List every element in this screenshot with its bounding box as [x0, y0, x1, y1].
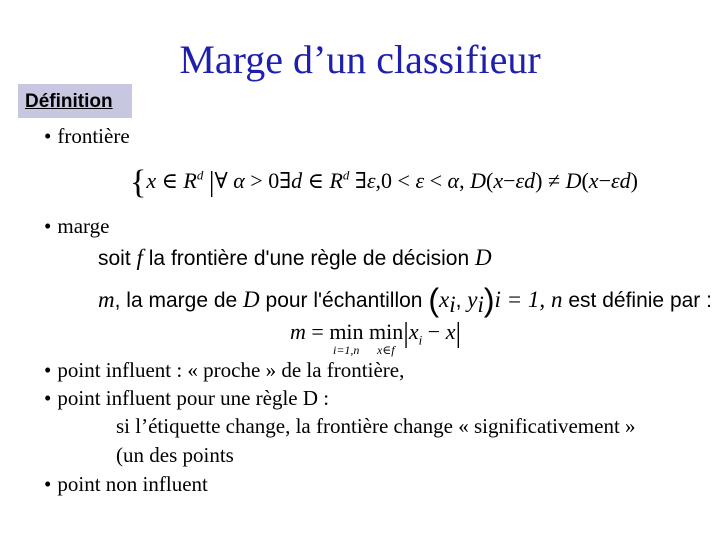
- open-brace: {: [130, 164, 147, 201]
- i-eq-1: i = 1,: [494, 287, 546, 312]
- var-x: x: [146, 168, 157, 193]
- si-line: si l’étiquette change, la frontière change « significativement »: [116, 414, 636, 438]
- bullet-frontiere-text: frontière: [57, 124, 130, 148]
- var-x-3: x: [588, 168, 599, 193]
- min-sub-2: x∈f: [377, 343, 395, 357]
- var-yi: y: [467, 287, 478, 312]
- var-eps-4: ε: [610, 168, 620, 193]
- var-d: d: [291, 168, 303, 193]
- abs-close: |: [455, 318, 462, 349]
- var-alpha: α: [233, 168, 245, 193]
- neq-symbol: ≠: [548, 168, 561, 193]
- var-D-def: D: [475, 245, 492, 270]
- var-d-2: d: [524, 168, 536, 193]
- bullet-marge: [44, 214, 109, 239]
- var-eps-2: ε: [415, 168, 425, 193]
- var-n: n: [551, 287, 563, 312]
- min-1: min: [329, 319, 364, 344]
- est-definie-text: est définie par :: [568, 289, 712, 312]
- abs-xi: x: [408, 319, 419, 344]
- sub-i-2: i: [477, 292, 484, 318]
- frontier-formula: {x ∈ $R^d$ |∀ α > 0∃d ∈ $R^d$ ∃ε,0 < ε < α, D(x−εd) ≠ D(x−εd): [130, 164, 638, 201]
- var-eps-3: ε: [515, 168, 525, 193]
- zero: 0: [268, 168, 280, 193]
- lt-symbol-2: <: [429, 168, 443, 193]
- var-R-2: R: [329, 168, 343, 193]
- bullet-influent-text: point influent : « proche » de la frontière,: [57, 358, 405, 382]
- bullet-dot: •: [44, 124, 52, 148]
- var-x-2: x: [493, 168, 504, 193]
- abs-minus: −: [427, 319, 441, 344]
- in-symbol: ∈: [161, 168, 178, 193]
- un-des-line: (un des points: [116, 443, 234, 467]
- var-f: f: [136, 245, 143, 270]
- marge-line: m, la marge de D pour l'échantillon (xi, yi)i = 1, n est définie par :: [98, 282, 712, 318]
- pour-ech-text: pour l'échantillon: [265, 289, 423, 312]
- in-symbol-2: ∈: [307, 168, 324, 193]
- minus-2: −: [598, 168, 611, 193]
- eq-symbol: =: [311, 319, 324, 344]
- bullet-dot: •: [44, 472, 52, 496]
- var-D: D: [470, 168, 486, 193]
- margin-formula: [290, 318, 461, 350]
- var-R: R: [183, 168, 197, 193]
- bullet-influent-regle-text: point influent pour une règle D :: [57, 386, 330, 410]
- bullet-influent: [44, 358, 404, 383]
- var-m: m: [98, 287, 115, 312]
- bullet-dot: •: [44, 214, 52, 238]
- soit-text: soit: [98, 247, 131, 270]
- min-2: min: [369, 319, 404, 344]
- var-eps: ε: [366, 168, 376, 193]
- var-alpha-2: α: [447, 168, 460, 193]
- minus: −: [503, 168, 516, 193]
- abs-x: x: [445, 319, 456, 344]
- bullet-frontiere: [44, 124, 130, 149]
- bullet-non-influent-text: point non influent: [57, 472, 208, 496]
- exists-symbol: ∃: [279, 168, 292, 193]
- frontiere-de-text: la frontière d'une règle de décision: [148, 247, 470, 270]
- soit-line: [98, 245, 492, 271]
- var-d-3: d: [619, 168, 631, 193]
- bullet-influent-regle: [44, 386, 329, 411]
- var-xi: x: [438, 287, 450, 312]
- forall-symbol: ∀: [214, 168, 228, 193]
- bar-symbol: |: [208, 167, 215, 198]
- var-m-eq: m: [290, 319, 306, 344]
- zero-2: 0: [381, 168, 393, 193]
- bullet-dot: •: [44, 386, 52, 410]
- min-sub-1: i=1,n: [333, 343, 360, 357]
- bullet-non-influent: [44, 472, 208, 497]
- sup-d-2: d: [342, 167, 350, 183]
- la-marge-de-text: , la marge de: [114, 289, 238, 312]
- exists-symbol-2: ∃: [354, 168, 367, 193]
- var-D-marge: D: [243, 287, 260, 312]
- abs-sub-i: i: [418, 332, 423, 348]
- bullet-dot: •: [44, 358, 52, 382]
- open-paren: (: [428, 282, 439, 318]
- abs-open: |: [403, 318, 409, 349]
- slide-title: Marge d’un classifieur: [179, 37, 541, 82]
- sub-i: i: [449, 292, 456, 318]
- definition-label: Définition: [25, 91, 113, 112]
- bullet-marge-text: marge: [57, 214, 110, 238]
- close-paren: ): [483, 282, 495, 318]
- lt-symbol: <: [397, 168, 410, 193]
- var-D-2: D: [565, 168, 582, 193]
- sup-d: d: [196, 167, 204, 183]
- gt-symbol: >: [250, 168, 263, 193]
